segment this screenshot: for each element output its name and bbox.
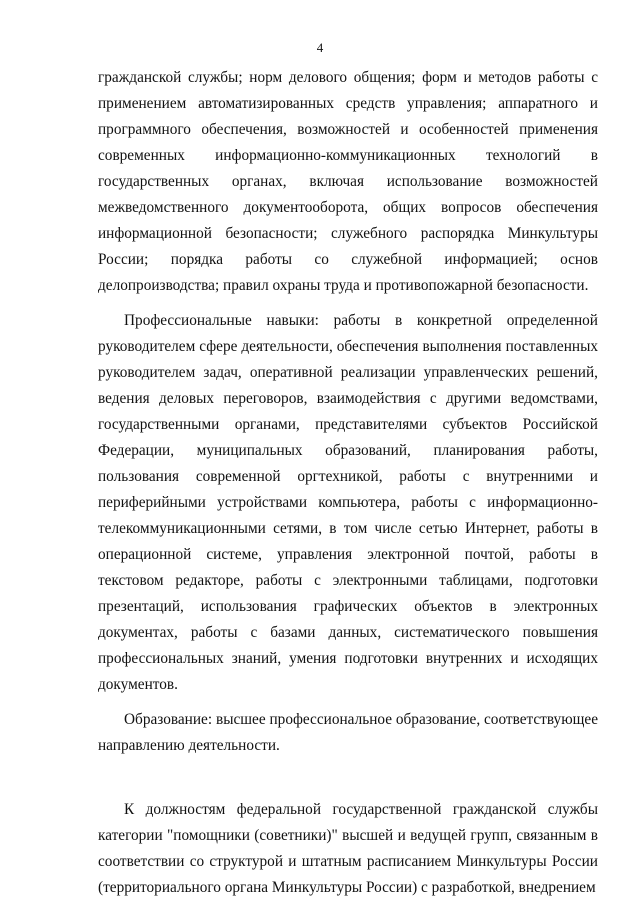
paragraph-education: Образование: высшее профессиональное образование, соответствующее направлению деятельности. [98,711,598,754]
document-body [98,65,598,901]
paragraph-advisors-category: К должностям федеральной государственной гражданской службы категории "помощники (советники)" высшей и ведущей групп, связанным в соответствии со структурой и штатным расписанием Минкультуры России (территориального органа Минкультуры России) с разработкой, внедрением [98,801,598,896]
page-number: 4 [316,40,324,55]
paragraph-professional-skills: Профессиональные навыки: работы в конкретной определенной руководителем сфере деятельности, обеспечения выполнения поставленных руководителем задач, оперативной реализации управленческих решений, ведения деловых переговоров, взаимодействия с другими ведомствами, государственными органами, представителями субъектов Российской Федерации, муниципальных образований, планирования работы, пользования современной оргтехникой, работы с внутренними и периферийными устройствами компьютера, работы с информационно-телекоммуникационными сетями, в том числе сетью Интернет, работы в операционной системе, управления электронной почтой, работы в текстовом редакторе, работы с электронными таблицами, подготовки презентаций, использования графических объектов в электронных документах, работы с базами данных, систематического повышения профессиональных знаний, умения подготовки внутренних и исходящих документов. [98,312,598,693]
paragraph-knowledge-continued: гражданской службы; норм делового общения; форм и методов работы с применением автоматизированных средств управления; аппаратного и программного обеспечения, возможностей и особенностей применения современных информационно-коммуникационных технологий в государственных органах, включая использование возможностей межведомственного документооборота, общих вопросов обеспечения информационной безопасности; служебного распорядка Минкультуры России; порядка работы со служебной информацией; основ делопроизводства; правил охраны труда и противопожарной безопасности. [98,69,598,294]
